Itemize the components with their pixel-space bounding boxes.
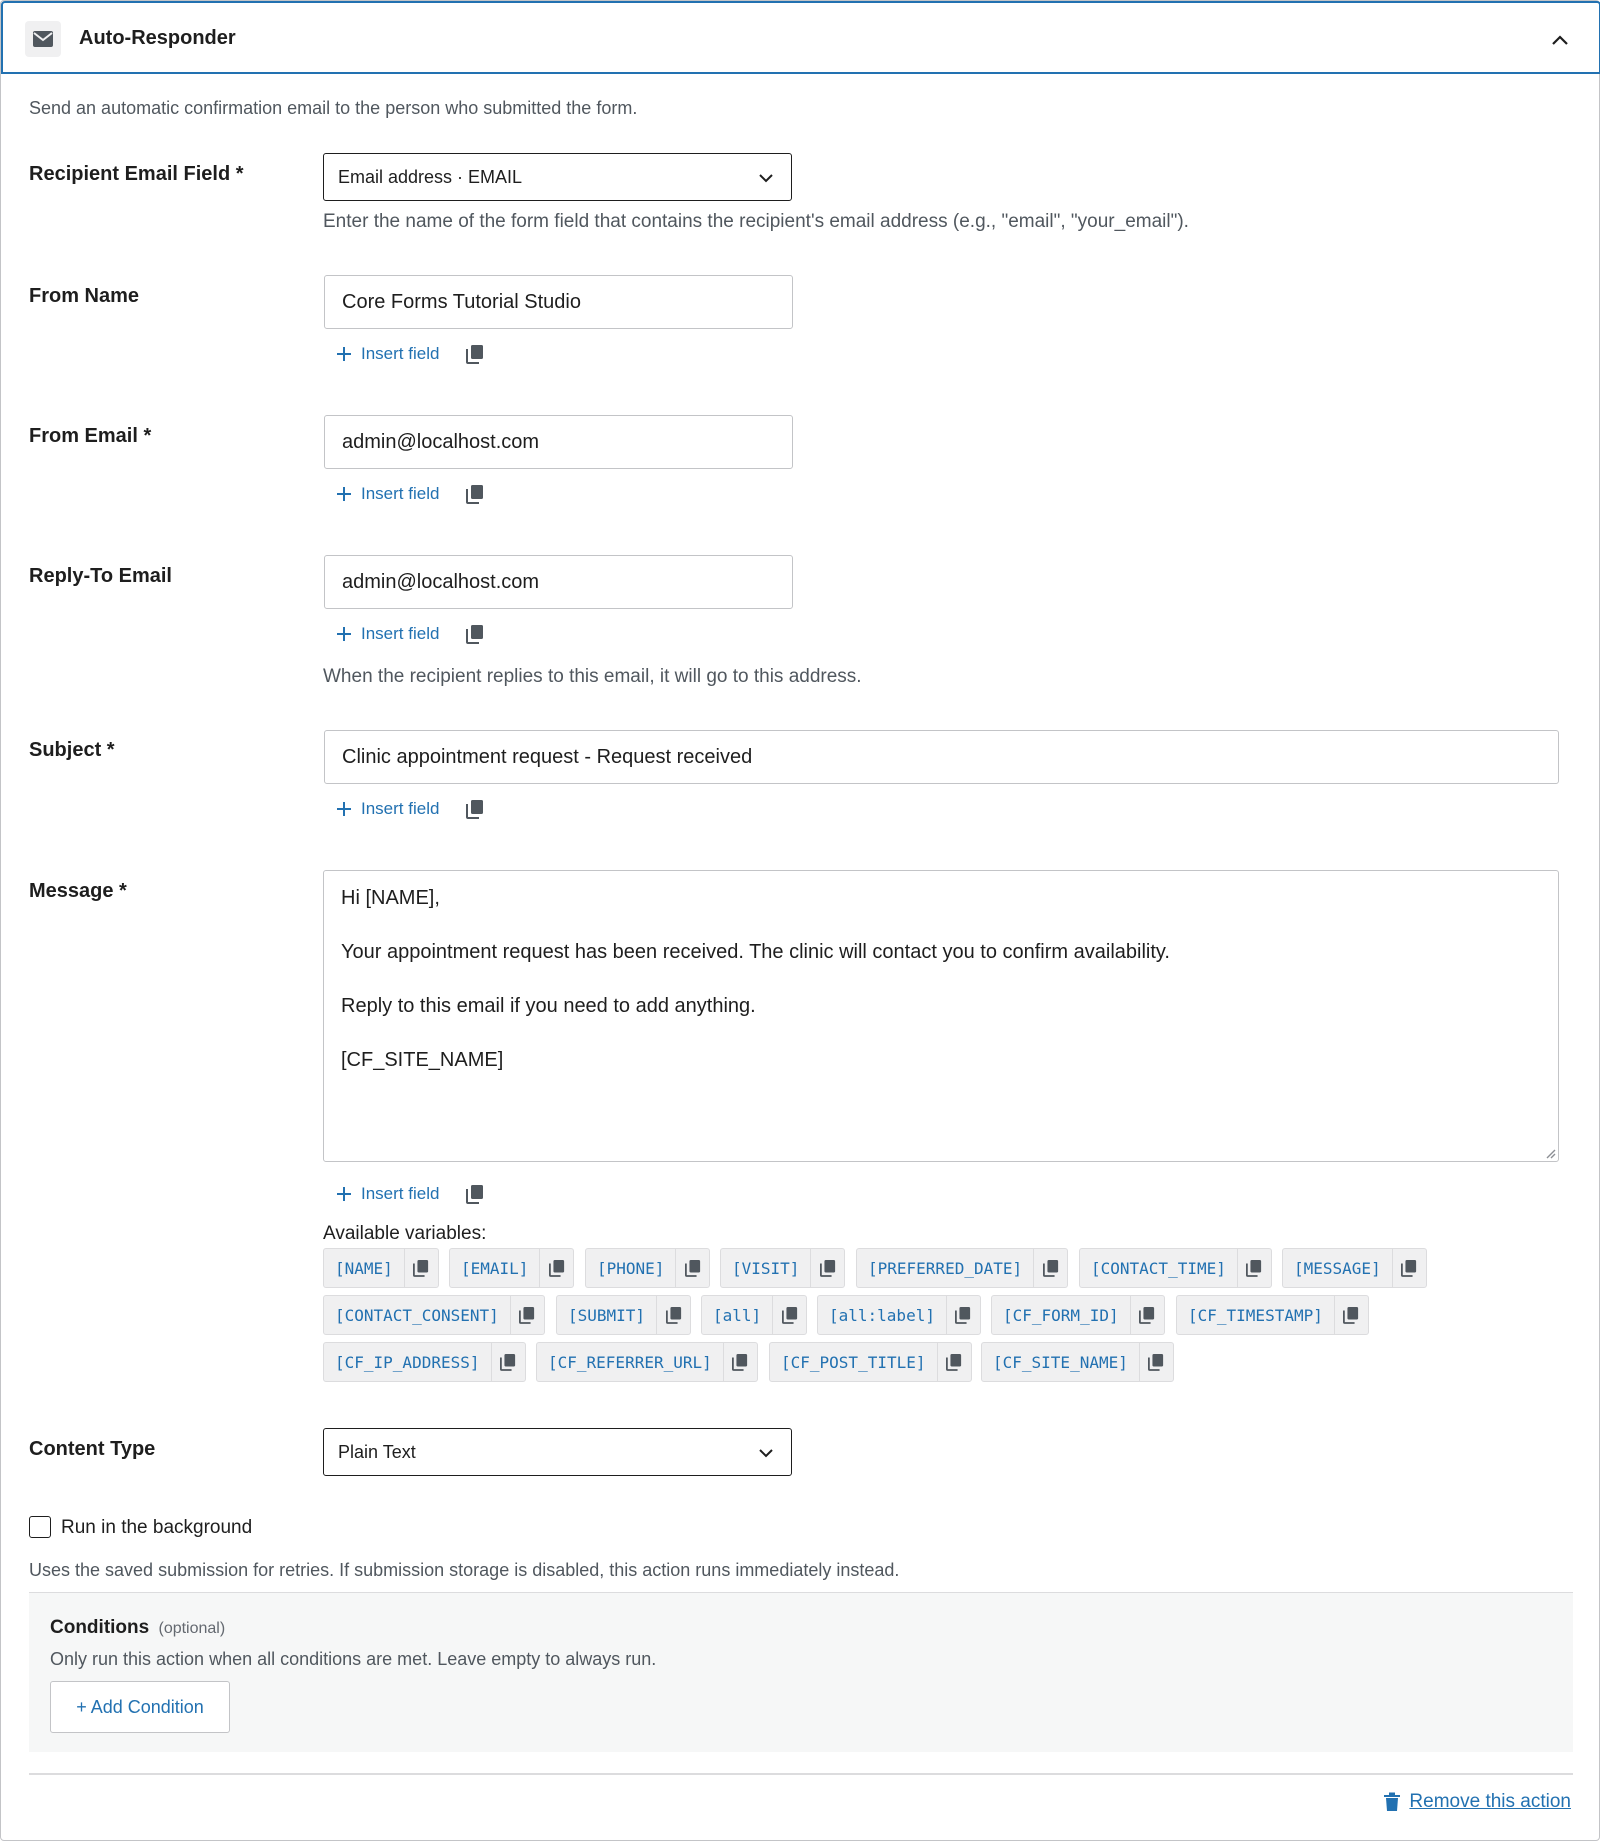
from-name-insert-row <box>335 341 484 367</box>
plus-icon <box>335 800 353 818</box>
variable-chip <box>585 1248 710 1288</box>
copy-icon[interactable] <box>656 1296 690 1334</box>
from-email-label: From Email * <box>29 425 152 447</box>
plus-icon <box>335 345 353 363</box>
remove-action-link[interactable] <box>1383 1791 1571 1813</box>
variable-chip <box>856 1248 1068 1288</box>
variable-code[interactable]: [VISIT] <box>732 1258 800 1278</box>
plus-icon <box>335 485 353 503</box>
conditions-title-text: Conditions <box>50 1617 150 1638</box>
message-line: Your appointment request has been received. The clinic will contact you to confirm availability. <box>341 941 1170 963</box>
copy-icon[interactable] <box>466 1184 484 1204</box>
recipient-field-label: Recipient Email Field * <box>29 163 244 185</box>
insert-field-button[interactable] <box>335 624 439 644</box>
variable-code[interactable]: [all:label] <box>829 1305 935 1325</box>
copy-icon[interactable] <box>810 1249 844 1287</box>
variable-code[interactable]: [CF_REFERRER_URL] <box>548 1352 712 1372</box>
insert-field-label: Insert field <box>361 484 440 503</box>
copy-icon[interactable] <box>937 1343 971 1381</box>
variable-code[interactable]: [CF_POST_TITLE] <box>781 1352 926 1372</box>
subject-input[interactable]: Clinic appointment request - Request received <box>324 730 1559 784</box>
conditions-optional: (optional) <box>158 1620 226 1637</box>
message-line: [CF_SITE_NAME] <box>341 1049 504 1071</box>
conditions-section <box>29 1592 1573 1752</box>
from-name-input[interactable]: Core Forms Tutorial Studio <box>324 275 793 329</box>
chevron-down-icon <box>757 1444 775 1462</box>
remove-action-label: Remove this action <box>1409 1791 1571 1812</box>
copy-icon[interactable] <box>1392 1249 1426 1287</box>
envelope-icon <box>25 21 61 57</box>
variable-chip <box>323 1248 439 1288</box>
variable-chip <box>449 1248 574 1288</box>
insert-field-button[interactable] <box>335 1184 439 1204</box>
copy-icon[interactable] <box>1139 1343 1173 1381</box>
variable-chip <box>1079 1248 1272 1288</box>
copy-icon[interactable] <box>466 344 484 364</box>
variable-chip <box>1282 1248 1427 1288</box>
conditions-description: Only run this action when all conditions are met. Leave empty to always run. <box>50 1649 657 1669</box>
variable-code[interactable]: [EMAIL] <box>461 1258 529 1278</box>
copy-icon[interactable] <box>466 799 484 819</box>
content-type-label: Content Type <box>29 1438 156 1460</box>
from-email-input[interactable]: admin@localhost.com <box>324 415 793 469</box>
variable-chip <box>323 1295 545 1335</box>
variable-code[interactable]: [CF_IP_ADDRESS] <box>335 1352 480 1372</box>
copy-icon[interactable] <box>404 1249 438 1287</box>
variable-chip <box>556 1295 691 1335</box>
reply-to-help: When the recipient replies to this email, it will go to this address. <box>323 666 862 687</box>
copy-icon[interactable] <box>466 484 484 504</box>
message-label: Message * <box>29 880 127 902</box>
variable-chip <box>536 1342 758 1382</box>
variable-chip <box>720 1248 845 1288</box>
variable-code[interactable]: [all] <box>713 1305 762 1325</box>
variable-chip <box>701 1295 807 1335</box>
copy-icon[interactable] <box>1237 1249 1271 1287</box>
copy-icon[interactable] <box>491 1343 525 1381</box>
variable-chip <box>981 1342 1174 1382</box>
content-type-select[interactable] <box>323 1428 792 1476</box>
copy-icon[interactable] <box>510 1296 544 1334</box>
chevron-up-icon[interactable] <box>1549 29 1571 51</box>
recipient-field-select[interactable] <box>323 153 792 201</box>
copy-icon[interactable] <box>723 1343 757 1381</box>
copy-icon[interactable] <box>466 624 484 644</box>
variable-chip <box>991 1295 1165 1335</box>
run-in-background-help: Uses the saved submission for retries. If submission storage is disabled, this action runs immediately instead. <box>29 1560 900 1580</box>
variable-chip <box>769 1342 972 1382</box>
footer-divider <box>29 1773 1573 1775</box>
resize-handle[interactable] <box>1544 1147 1556 1159</box>
copy-icon[interactable] <box>1334 1296 1368 1334</box>
content-type-selected: Plain Text <box>338 1441 416 1462</box>
insert-field-label: Insert field <box>361 344 440 363</box>
conditions-title <box>50 1617 225 1639</box>
message-textarea[interactable] <box>323 870 1559 1162</box>
recipient-field-selected: Email address · EMAIL <box>338 166 523 187</box>
run-in-background-checkbox[interactable] <box>29 1516 51 1538</box>
chevron-down-icon <box>757 169 775 187</box>
variable-code[interactable]: [MESSAGE] <box>1294 1258 1381 1278</box>
variable-code[interactable]: [CONTACT_TIME] <box>1091 1258 1226 1278</box>
run-in-background-label[interactable]: Run in the background <box>61 1517 253 1538</box>
insert-field-label: Insert field <box>361 799 440 818</box>
reply-to-label: Reply-To Email <box>29 565 172 587</box>
copy-icon[interactable] <box>1033 1249 1067 1287</box>
variable-chip <box>1176 1295 1369 1335</box>
variable-code[interactable]: [CF_TIMESTAMP] <box>1188 1305 1323 1325</box>
subject-label: Subject * <box>29 739 115 761</box>
copy-icon[interactable] <box>539 1249 573 1287</box>
insert-field-button[interactable] <box>335 484 439 504</box>
variable-code[interactable]: [PHONE] <box>597 1258 665 1278</box>
variable-code[interactable]: [CONTACT_CONSENT] <box>335 1305 499 1325</box>
panel-description: Send an automatic confirmation email to the person who submitted the form. <box>29 98 638 118</box>
variable-chip <box>323 1342 526 1382</box>
message-insert-row <box>335 1181 484 1207</box>
add-condition-button[interactable]: + Add Condition <box>50 1681 230 1733</box>
copy-icon[interactable] <box>675 1249 709 1287</box>
reply-to-insert-row <box>335 621 484 647</box>
copy-icon[interactable] <box>1130 1296 1164 1334</box>
insert-field-label: Insert field <box>361 624 440 643</box>
recipient-field-help: Enter the name of the form field that contains the recipient's email address (e.g., "email", "your_email"). <box>323 211 1189 232</box>
variable-code[interactable]: [PREFERRED_DATE] <box>868 1258 1023 1278</box>
trash-icon <box>1383 1792 1401 1812</box>
reply-to-input[interactable]: admin@localhost.com <box>324 555 793 609</box>
insert-field-label: Insert field <box>361 1184 440 1203</box>
plus-icon <box>335 625 353 643</box>
from-name-label: From Name <box>29 285 140 307</box>
insert-field-button[interactable] <box>335 344 439 364</box>
message-line: Reply to this email if you need to add anything. <box>341 995 756 1017</box>
plus-icon <box>335 1185 353 1203</box>
from-email-insert-row <box>335 481 484 507</box>
variable-code[interactable]: [CF_SITE_NAME] <box>993 1352 1128 1372</box>
copy-icon[interactable] <box>946 1296 980 1334</box>
panel-title: Auto-Responder <box>79 27 236 49</box>
variable-code[interactable]: [NAME] <box>335 1258 393 1278</box>
variable-chip <box>817 1295 981 1335</box>
panel-header[interactable] <box>1 1 1600 74</box>
variable-code[interactable]: [CF_FORM_ID] <box>1003 1305 1119 1325</box>
variable-code[interactable]: [SUBMIT] <box>568 1305 646 1325</box>
message-line: Hi [NAME], <box>341 887 440 909</box>
available-variables-label: Available variables: <box>323 1223 487 1244</box>
subject-insert-row <box>335 796 484 822</box>
copy-icon[interactable] <box>772 1296 806 1334</box>
insert-field-button[interactable] <box>335 799 439 819</box>
